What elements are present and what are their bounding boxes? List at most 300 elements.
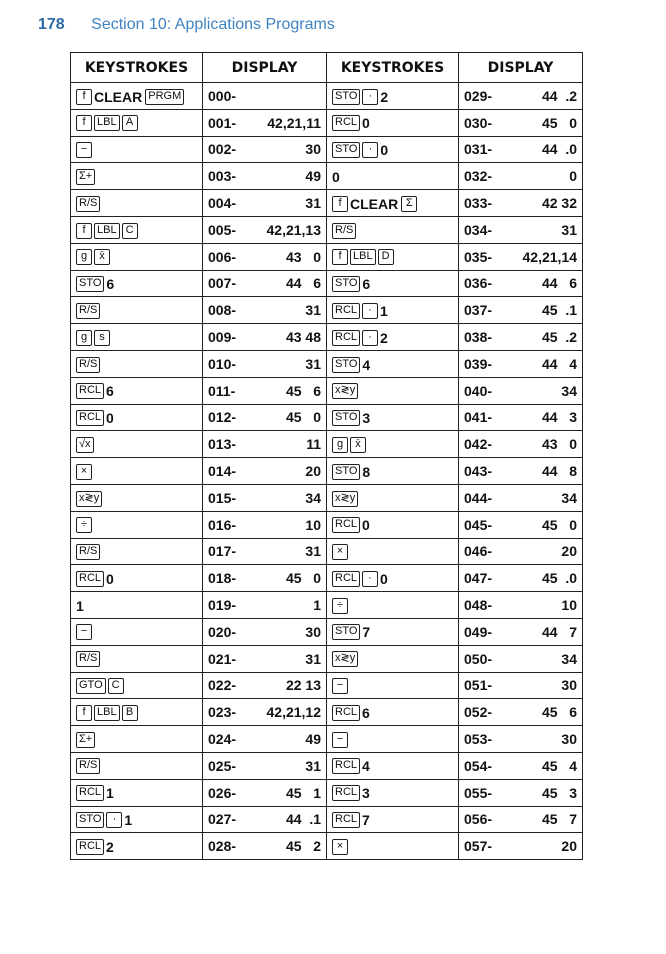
calculator-key-icon: ÷ <box>76 517 92 533</box>
calculator-key-icon: x≷y <box>332 651 358 667</box>
calculator-key-icon: D <box>378 249 394 265</box>
display-cell <box>459 565 583 592</box>
display-cell <box>459 592 583 619</box>
keycode: 49 <box>305 168 321 185</box>
header-keystrokes-right: KEYSTROKES <box>327 53 459 83</box>
table-row <box>71 618 583 645</box>
keystrokes-cell <box>71 136 203 163</box>
display-cell <box>459 833 583 860</box>
display-cell <box>459 484 583 511</box>
keystrokes-cell <box>327 431 459 458</box>
calculator-key-icon: RCL <box>76 839 104 855</box>
display-cell <box>459 645 583 672</box>
keycode: 20 <box>561 838 577 855</box>
calculator-key-icon: · <box>362 89 378 105</box>
calculator-key-icon: RCL <box>332 812 360 828</box>
keycode: 44 8 <box>541 463 577 480</box>
page-header <box>38 16 335 34</box>
keycode: 45 0 <box>541 114 577 131</box>
display-cell <box>203 565 327 592</box>
calculator-key-icon: STO <box>332 464 360 480</box>
keystroke-text: 2 <box>106 838 114 855</box>
display-cell <box>459 243 583 270</box>
calculator-key-icon: RCL <box>76 410 104 426</box>
step-address: 026- <box>208 784 237 801</box>
calculator-key-icon: Σ+ <box>76 169 95 185</box>
keystroke-text: 1 <box>380 302 388 319</box>
table-row <box>71 484 583 511</box>
keystroke-text: 4 <box>362 356 371 373</box>
table-row <box>71 779 583 806</box>
keystroke-text: 6 <box>362 704 370 721</box>
keystrokes-cell <box>327 109 459 136</box>
keystroke-text: 6 <box>106 383 114 400</box>
table-row <box>71 136 583 163</box>
keystrokes-cell <box>327 645 459 672</box>
calculator-key-icon: RCL <box>332 758 360 774</box>
calculator-key-icon: × <box>332 839 348 855</box>
keystrokes-cell <box>71 350 203 377</box>
display-cell <box>459 672 583 699</box>
calculator-key-icon: LBL <box>94 223 120 239</box>
calculator-key-icon: RCL <box>332 330 360 346</box>
calculator-key-icon: LBL <box>94 705 120 721</box>
keycode: 30 <box>561 731 577 748</box>
step-address: 020- <box>208 623 237 640</box>
calculator-key-icon: RCL <box>76 383 104 399</box>
step-address: 046- <box>464 543 493 560</box>
calculator-key-icon: x̄ <box>94 249 110 265</box>
table-row <box>71 645 583 672</box>
keystrokes-cell <box>71 592 203 619</box>
display-cell <box>459 297 583 324</box>
display-cell <box>459 538 583 565</box>
keystroke-text: 0 <box>332 168 340 185</box>
display-cell <box>203 484 327 511</box>
display-cell <box>203 645 327 672</box>
keycode: 31 <box>305 355 321 372</box>
calculator-key-icon: x̄ <box>350 437 366 453</box>
display-cell <box>203 699 327 726</box>
keycode: 10 <box>561 597 577 614</box>
keystrokes-cell <box>71 190 203 217</box>
display-cell <box>203 458 327 485</box>
calculator-key-icon: RCL <box>332 115 360 131</box>
keystroke-text: 6 <box>106 276 115 293</box>
keystroke-text: 2 <box>380 88 389 105</box>
step-address: 006- <box>208 248 237 265</box>
calculator-key-icon: f <box>76 89 92 105</box>
keycode: 45 3 <box>541 784 577 801</box>
display-cell <box>203 243 327 270</box>
keycode: 44 3 <box>541 409 577 426</box>
calculator-key-icon: STO <box>332 357 360 373</box>
table-row <box>71 324 583 351</box>
display-cell <box>203 806 327 833</box>
keystrokes-cell <box>71 216 203 243</box>
keystrokes-cell <box>71 538 203 565</box>
keycode: 44 6 <box>541 275 577 292</box>
display-cell <box>459 511 583 538</box>
keystrokes-cell <box>327 270 459 297</box>
calculator-key-icon: C <box>122 223 138 239</box>
step-address: 021- <box>208 650 237 667</box>
display-cell <box>459 806 583 833</box>
keycode: 31 <box>305 302 321 319</box>
step-address: 045- <box>464 516 493 533</box>
step-address: 034- <box>464 221 493 238</box>
keystrokes-cell <box>327 484 459 511</box>
calculator-key-icon: STO <box>332 142 360 158</box>
display-cell <box>459 324 583 351</box>
display-cell <box>203 136 327 163</box>
table-row <box>71 806 583 833</box>
page-number: 178 <box>38 16 65 33</box>
calculator-key-icon: × <box>76 464 92 480</box>
calculator-key-icon: RCL <box>332 785 360 801</box>
keystrokes-cell <box>71 833 203 860</box>
table-row <box>71 672 583 699</box>
calculator-key-icon: Σ <box>401 196 417 212</box>
keycode: 42,21,11 <box>267 114 321 131</box>
keystrokes-cell <box>71 645 203 672</box>
step-address: 054- <box>464 757 493 774</box>
display-cell <box>459 699 583 726</box>
step-address: 043- <box>464 463 493 480</box>
display-cell <box>459 136 583 163</box>
keystroke-text: 0 <box>380 570 388 587</box>
calculator-key-icon: x≷y <box>332 383 358 399</box>
keycode: 0 <box>569 168 577 185</box>
calculator-key-icon: f <box>76 115 92 131</box>
step-address: 002- <box>208 141 237 158</box>
keycode: 45 7 <box>541 811 577 828</box>
keycode: 31 <box>561 221 577 238</box>
step-address: 044- <box>464 489 493 506</box>
display-cell <box>459 377 583 404</box>
step-address: 056- <box>464 811 493 828</box>
keycode: 49 <box>305 731 321 748</box>
keystrokes-cell <box>327 350 459 377</box>
calculator-key-icon: × <box>332 544 348 560</box>
calculator-key-icon: ÷ <box>332 598 348 614</box>
table-row <box>71 752 583 779</box>
step-address: 027- <box>208 811 237 828</box>
keycode: 42,21,13 <box>266 221 321 238</box>
display-cell <box>203 618 327 645</box>
step-address: 012- <box>208 409 237 426</box>
keystrokes-cell <box>71 109 203 136</box>
keystrokes-cell <box>71 270 203 297</box>
step-address: 033- <box>464 195 493 212</box>
keystrokes-cell <box>71 779 203 806</box>
step-address: 024- <box>208 731 237 748</box>
display-cell <box>459 83 583 110</box>
keystrokes-cell <box>327 806 459 833</box>
calculator-key-icon: s <box>94 330 110 346</box>
table-row <box>71 190 583 217</box>
keycode: 22 13 <box>285 677 321 694</box>
step-address: 008- <box>208 302 237 319</box>
step-address: 050- <box>464 650 493 667</box>
keystroke-text: CLEAR <box>350 195 399 212</box>
table-row <box>71 377 583 404</box>
step-address: 005- <box>208 221 237 238</box>
keycode: 30 <box>305 623 321 640</box>
table-row <box>71 726 583 753</box>
step-address: 035- <box>464 248 493 265</box>
calculator-key-icon: · <box>362 330 378 346</box>
display-cell <box>203 779 327 806</box>
keystrokes-cell <box>327 592 459 619</box>
calculator-key-icon: g <box>76 330 92 346</box>
step-address: 010- <box>208 355 237 372</box>
keycode: 44 7 <box>541 623 577 640</box>
keystrokes-cell <box>71 163 203 190</box>
calculator-key-icon: A <box>122 115 138 131</box>
table-row <box>71 350 583 377</box>
display-cell <box>203 297 327 324</box>
step-address: 041- <box>464 409 493 426</box>
keystroke-text: 0 <box>106 570 114 587</box>
step-address: 016- <box>208 516 237 533</box>
step-address: 025- <box>208 757 237 774</box>
keystrokes-cell <box>327 404 459 431</box>
header-display-left: DISPLAY <box>203 53 327 83</box>
keycode: 45 .2 <box>541 329 577 346</box>
keystrokes-cell <box>327 136 459 163</box>
keystrokes-cell <box>71 83 203 110</box>
keystrokes-cell <box>327 779 459 806</box>
display-cell <box>203 431 327 458</box>
step-address: 038- <box>464 329 493 346</box>
table-row <box>71 83 583 110</box>
display-cell <box>203 404 327 431</box>
keycode: 42 32 <box>541 195 577 212</box>
keystrokes-cell <box>71 618 203 645</box>
table-row <box>71 163 583 190</box>
keystroke-text: 1 <box>124 812 133 829</box>
step-address: 029- <box>464 87 493 104</box>
keystrokes-cell <box>327 243 459 270</box>
display-cell <box>203 163 327 190</box>
calculator-key-icon: B <box>122 705 138 721</box>
step-address: 019- <box>208 597 237 614</box>
display-cell <box>203 109 327 136</box>
keystroke-text: 4 <box>362 758 370 775</box>
display-cell <box>459 190 583 217</box>
keycode: 44 4 <box>541 355 577 372</box>
keystroke-text: 3 <box>362 410 371 427</box>
calculator-key-icon: x≷y <box>76 491 102 507</box>
display-cell <box>459 163 583 190</box>
display-cell <box>459 752 583 779</box>
keystrokes-cell <box>71 806 203 833</box>
display-cell <box>203 270 327 297</box>
keycode: 20 <box>305 463 321 480</box>
keystrokes-cell <box>71 458 203 485</box>
keycode: 42,21,14 <box>522 248 577 265</box>
keystrokes-cell <box>71 699 203 726</box>
step-address: 051- <box>464 677 493 694</box>
keycode: 31 <box>305 757 321 774</box>
keystroke-text: 0 <box>362 115 370 132</box>
keycode: 43 0 <box>541 436 577 453</box>
step-address: 013- <box>208 436 237 453</box>
keystroke-text: 0 <box>380 142 389 159</box>
calculator-key-icon: R/S <box>76 196 100 212</box>
calculator-key-icon: RCL <box>76 785 104 801</box>
calculator-key-icon: LBL <box>350 249 376 265</box>
display-cell <box>459 431 583 458</box>
calculator-key-icon: − <box>76 624 92 640</box>
keycode: 44 .0 <box>541 141 577 158</box>
display-cell <box>203 672 327 699</box>
step-address: 001- <box>208 114 237 131</box>
display-cell <box>203 833 327 860</box>
display-cell <box>203 726 327 753</box>
keycode: 34 <box>561 650 577 667</box>
calculator-key-icon: RCL <box>332 517 360 533</box>
calculator-key-icon: f <box>76 223 92 239</box>
keycode: 30 <box>561 677 577 694</box>
step-address: 007- <box>208 275 237 292</box>
keycode: 34 <box>305 489 321 506</box>
keystroke-text: 0 <box>362 517 370 534</box>
table-row <box>71 270 583 297</box>
keystroke-text: 1 <box>76 597 84 614</box>
header-keystrokes-left: KEYSTROKES <box>71 53 203 83</box>
header-display-right: DISPLAY <box>459 53 583 83</box>
display-cell <box>203 324 327 351</box>
keystrokes-cell <box>327 216 459 243</box>
calculator-key-icon: − <box>332 678 348 694</box>
keycode: 45 .1 <box>541 302 577 319</box>
keycode: 31 <box>305 195 321 212</box>
display-cell <box>203 377 327 404</box>
keystroke-text: 8 <box>362 463 371 480</box>
keystrokes-cell <box>71 752 203 779</box>
program-listing-table <box>70 52 583 860</box>
keycode: 45 0 <box>285 570 321 587</box>
keystroke-text: 7 <box>362 624 371 641</box>
table-row <box>71 592 583 619</box>
keycode: 11 <box>306 436 321 453</box>
keycode: 44 6 <box>285 275 321 292</box>
table-row <box>71 458 583 485</box>
keycode: 45 1 <box>285 784 321 801</box>
table-row <box>71 833 583 860</box>
table-row <box>71 538 583 565</box>
calculator-key-icon: x≷y <box>332 491 358 507</box>
step-address: 042- <box>464 436 493 453</box>
calculator-key-icon: · <box>362 571 378 587</box>
display-cell <box>203 538 327 565</box>
calculator-key-icon: R/S <box>76 303 100 319</box>
keystrokes-cell <box>327 672 459 699</box>
step-address: 057- <box>464 838 493 855</box>
keycode: 1 <box>313 597 321 614</box>
calculator-key-icon: STO <box>332 624 360 640</box>
step-address: 032- <box>464 168 493 185</box>
display-cell <box>203 83 327 110</box>
calculator-key-icon: STO <box>76 276 104 292</box>
display-cell <box>459 350 583 377</box>
keycode: 45 2 <box>285 838 321 855</box>
keycode: 45 0 <box>541 516 577 533</box>
calculator-key-icon: STO <box>332 89 360 105</box>
table-row <box>71 109 583 136</box>
keystrokes-cell <box>327 377 459 404</box>
step-address: 023- <box>208 704 237 721</box>
keystrokes-cell <box>327 538 459 565</box>
step-address: 015- <box>208 489 237 506</box>
step-address: 039- <box>464 355 493 372</box>
display-cell <box>459 779 583 806</box>
calculator-key-icon: C <box>108 678 124 694</box>
keycode: 34 <box>561 489 577 506</box>
keycode: 45 0 <box>285 409 321 426</box>
display-cell <box>203 592 327 619</box>
table-body <box>71 83 583 860</box>
calculator-key-icon: R/S <box>332 223 356 239</box>
keystrokes-cell <box>71 324 203 351</box>
calculator-key-icon: √x <box>76 437 94 453</box>
keystrokes-cell <box>327 699 459 726</box>
table-row <box>71 431 583 458</box>
calculator-key-icon: RCL <box>76 571 104 587</box>
keystrokes-cell <box>71 484 203 511</box>
keycode: 45 4 <box>541 757 577 774</box>
table-header-row <box>71 53 583 83</box>
calculator-key-icon: STO <box>332 410 360 426</box>
step-address: 052- <box>464 704 493 721</box>
keycode: 43 0 <box>285 248 321 265</box>
keycode: 30 <box>305 141 321 158</box>
keystrokes-cell <box>327 726 459 753</box>
keystrokes-cell <box>71 565 203 592</box>
table-row <box>71 243 583 270</box>
step-address: 011- <box>208 382 236 399</box>
keystrokes-cell <box>71 377 203 404</box>
display-cell <box>459 216 583 243</box>
table-row <box>71 699 583 726</box>
calculator-key-icon: RCL <box>332 571 360 587</box>
keystrokes-cell <box>327 833 459 860</box>
step-address: 004- <box>208 195 237 212</box>
keystrokes-cell <box>327 618 459 645</box>
step-address: 055- <box>464 784 493 801</box>
display-cell <box>459 404 583 431</box>
step-address: 003- <box>208 168 237 185</box>
keystrokes-cell <box>71 672 203 699</box>
keycode: 34 <box>561 382 577 399</box>
calculator-key-icon: − <box>332 732 348 748</box>
calculator-key-icon: RCL <box>332 303 360 319</box>
calculator-key-icon: RCL <box>332 705 360 721</box>
table-row <box>71 511 583 538</box>
step-address: 009- <box>208 329 237 346</box>
keystrokes-cell <box>327 190 459 217</box>
keycode: 42,21,12 <box>266 704 321 721</box>
step-address: 053- <box>464 731 493 748</box>
table-row <box>71 565 583 592</box>
keycode: 10 <box>305 516 321 533</box>
step-address: 014- <box>208 463 237 480</box>
display-cell <box>459 618 583 645</box>
keystrokes-cell <box>327 565 459 592</box>
keycode: 20 <box>561 543 577 560</box>
